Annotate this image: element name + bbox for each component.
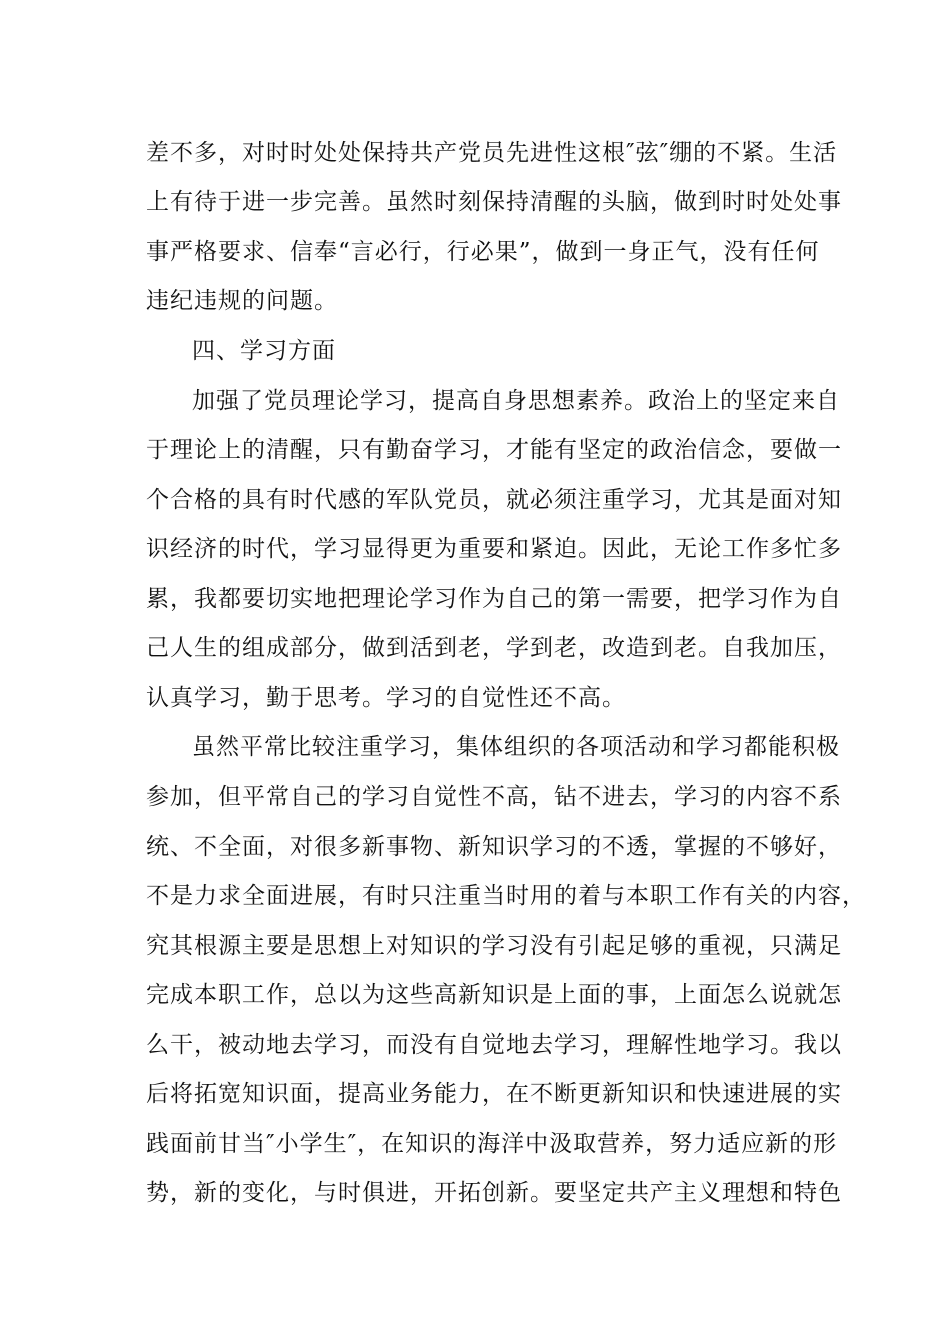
text-line: 加强了党员理论学习，提高自身思想素养。政治上的坚定来自 [192,388,840,414]
text-line: 统、不全面，对很多新事物、新知识学习的不透，掌握的不够好， [146,834,842,860]
text-line: 认真学习，勤于思考。学习的自觉性还不高。 [146,685,626,711]
text-line: 不是力求全面进展，有时只注重当时用的着与本职工作有关的内容， [146,883,866,909]
section-heading: 四、学习方面 [192,338,336,364]
text-line: 识经济的时代，学习显得更为重要和紧迫。因此，无论工作多忙多 [146,536,842,562]
text-line: 么干，被动地去学习，而没有自觉地去学习，理解性地学习。我以 [146,1032,842,1058]
text-line: 差不多，对时时处处保持共产党员先进性这根″弦″绷的不紧。生活 [146,140,838,166]
text-line: 上有待于进一步完善。虽然时刻保持清醒的头脑，做到时时处处事 [146,189,842,215]
text-line: 究其根源主要是思想上对知识的学习没有引起足够的重视，只满足 [146,933,842,959]
text-line: 违纪违规的问题。 [146,288,338,314]
text-line: 虽然平常比较注重学习，集体组织的各项活动和学习都能积极 [192,734,840,760]
text-line: 完成本职工作，总以为这些高新知识是上面的事，上面怎么说就怎 [146,982,842,1008]
text-line: 践面前甘当″小学生″，在知识的海洋中汲取营养，努力适应新的形 [146,1131,838,1157]
text-line: 势，新的变化，与时俱进，开拓创新。要坚定共产主义理想和特色 [146,1180,842,1206]
text-line: 于理论上的清醒，只有勤奋学习，才能有坚定的政治信念，要做一 [146,437,842,463]
text-line: 后将拓宽知识面，提高业务能力，在不断更新知识和快速进展的实 [146,1081,842,1107]
text-line: 己人生的组成部分，做到活到老，学到老，改造到老。自我加压， [146,635,842,661]
text-line: 累，我都要切实地把理论学习作为自己的第一需要，把学习作为自 [146,586,842,612]
text-line: 参加，但平常自己的学习自觉性不高，钻不进去，学习的内容不系 [146,784,842,810]
text-line: 个合格的具有时代感的军队党员，就必须注重学习，尤其是面对知 [146,487,842,513]
text-line: 事严格要求、信奉“言必行，行必果”，做到一身正气，没有任何 [146,239,820,265]
